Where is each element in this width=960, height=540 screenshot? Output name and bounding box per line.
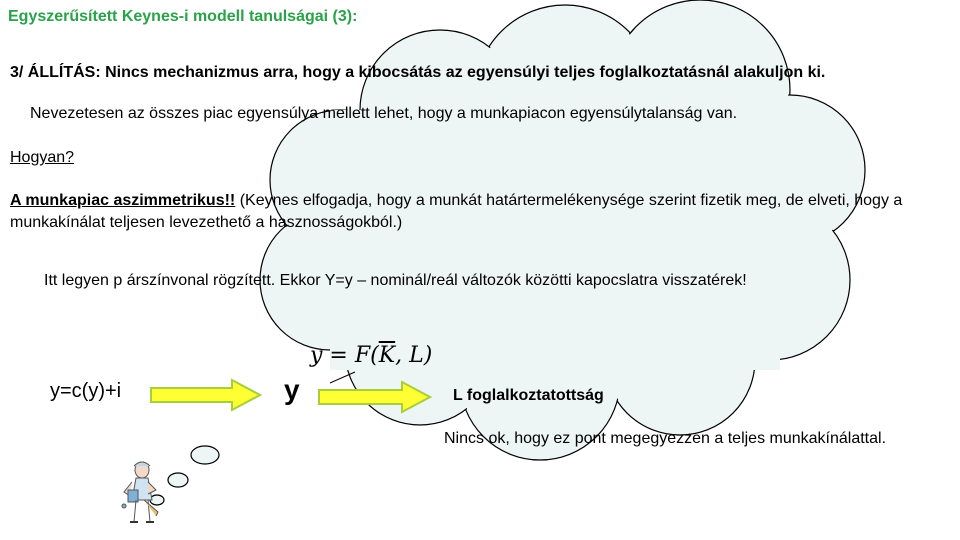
arrow-right-icon [318, 380, 432, 414]
equilibrium-note: Nevezetesen az összes piac egyensúlya mellett lehet, hogy a munkapiacon egyensúlytalanság van. [30, 105, 738, 122]
claim-statement: 3/ ÁLLÍTÁS: Nincs mechanizmus arra, hogy a kibocsátás az egyensúlyi teljes foglalkoztatásnál alakuljon ki. [10, 64, 826, 81]
formula-capital: $\overline{K}$ [378, 343, 396, 368]
paragraph-rest: (Keynes elfogadja, hogy a munkát határtermelékenysége szerint fizetik meg, de elveti, hogy a munkakínálat teljesen levezethető a hasznosságokból.) [10, 192, 903, 231]
arrow-right-icon [150, 378, 262, 412]
labor-market-paragraph [10, 190, 930, 234]
asymmetric-lead: A munkapiac aszimmetrikus!! [10, 192, 236, 209]
production-function [310, 343, 432, 368]
question-how: Hogyan? [10, 149, 75, 166]
slide-title: Egyszerűsített Keynes-i modell tanulságai (3): [8, 8, 358, 25]
fixed-price-note: Itt legyen p árszínvonal rögzített. Ekkor Y=y – nominál/reál változók közötti kapocslatra visszatérek! [44, 272, 747, 289]
formula-left: y = F( [310, 343, 379, 368]
formula-right: , L) [395, 343, 433, 368]
output-y: y [284, 374, 300, 405]
employment-label: L foglalkoztatottság [453, 387, 604, 404]
thinker-figure-icon [118, 460, 162, 536]
no-reason-note: Nincs ok, hogy ez pont megegyezzen a teljes munkakínálattal. [444, 430, 887, 447]
demand-equation: y=c(y)+i [50, 380, 122, 402]
